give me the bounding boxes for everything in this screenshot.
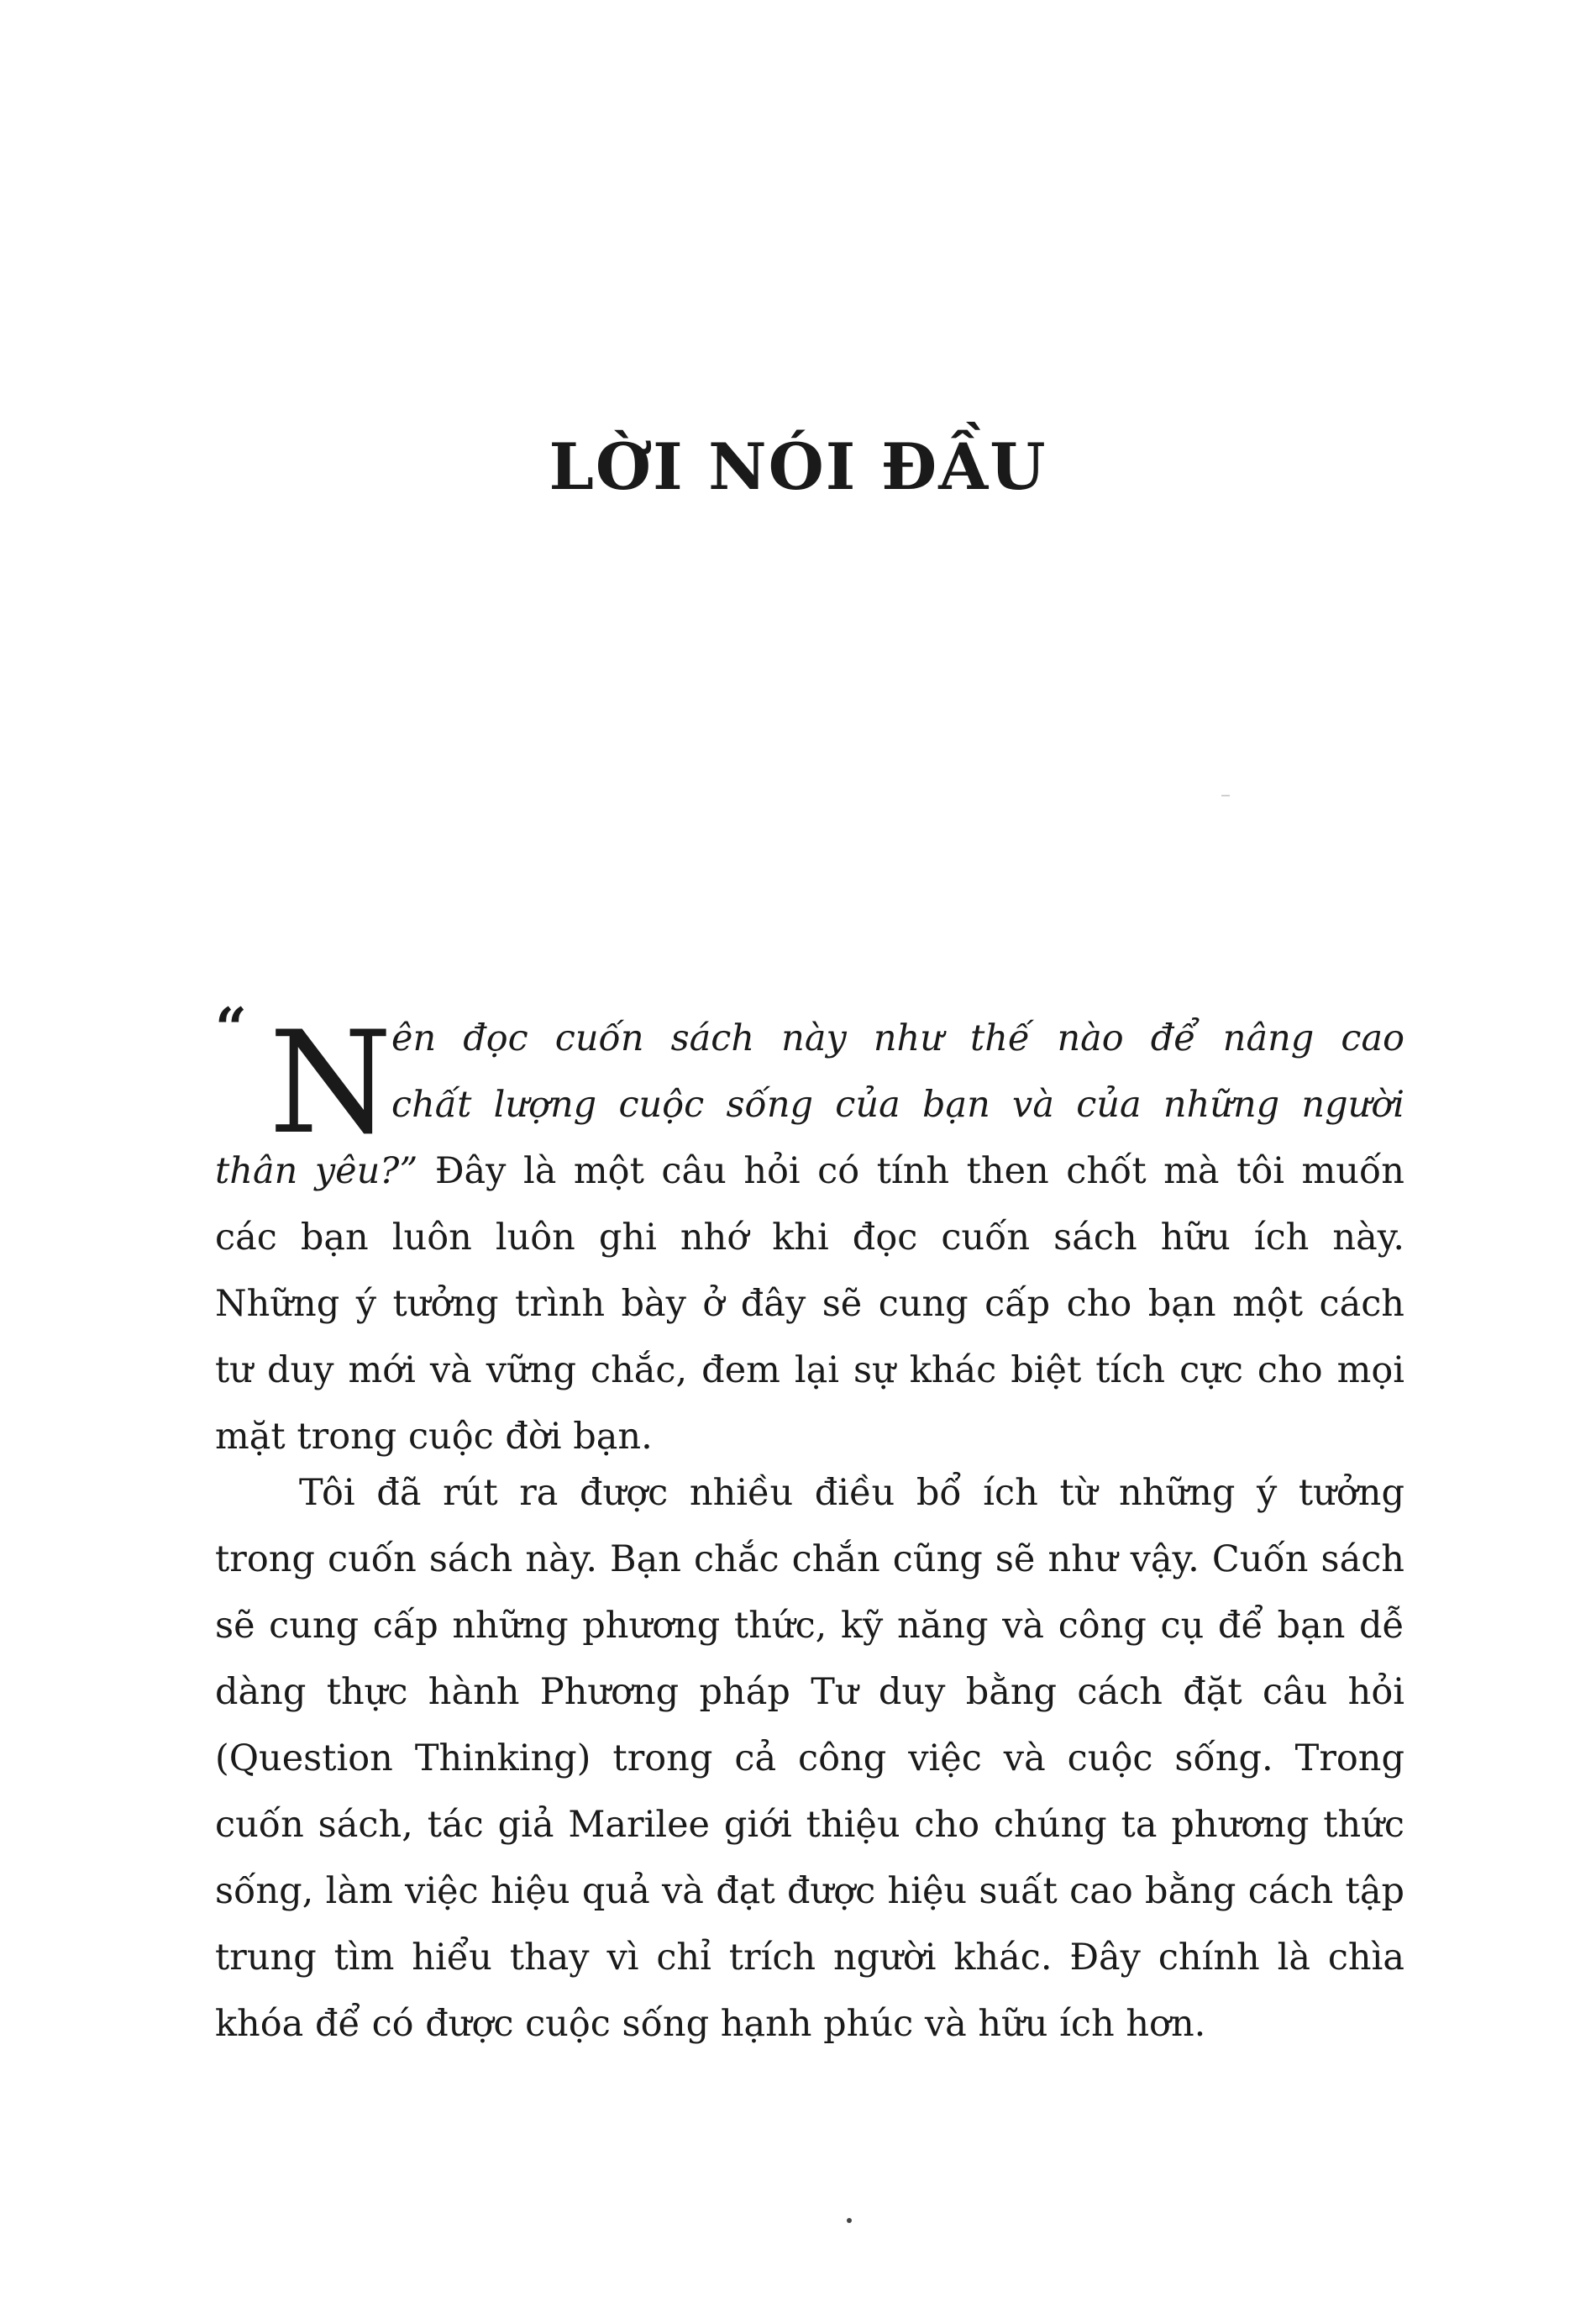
paragraph-2-line-2: trong cuốn sách này. Bạn chắc chắn cũng sẽ như vậy. Cuốn sách (215, 1538, 1404, 1580)
body-text: mặt trong cuộc đời bạn. (215, 1416, 653, 1458)
italic-text: ên đọc cuốn sách này như thế nào để nâng cao (391, 1017, 1404, 1059)
body-text: Những ý tưởng trình bày ở đây sẽ cung cấp cho bạn một cách (215, 1283, 1404, 1325)
body-text: Đây là một câu hỏi có tính then chốt mà tôi muốn (417, 1150, 1405, 1192)
scan-dot (847, 2218, 852, 2223)
body-text: tư duy mới và vững chắc, đem lại sự khác biệt tích cực cho mọi (215, 1349, 1404, 1391)
paragraph-2-line-6: cuốn sách, tác giả Marilee giới thiệu cho chúng ta phương thức (215, 1804, 1404, 1846)
italic-text: chất lượng cuộc sống của bạn và của những người (391, 1084, 1404, 1126)
paragraph-1-line-2 (215, 1072, 1404, 1138)
paragraph-1 (215, 996, 1405, 1470)
paragraph-2-line-3: sẽ cung cấp những phương thức, kỹ năng và công cụ để bạn dễ (215, 1605, 1404, 1647)
paragraph-2-line-5: (Question Thinking) trong cả công việc và cuộc sống. Trong (215, 1737, 1404, 1779)
page-title: LỜI NÓI ĐẦU (549, 429, 1047, 504)
italic-text: thân yêu?” (215, 1150, 418, 1192)
paragraph-1-line-3 (215, 1138, 1404, 1205)
paragraph-1-line-6 (215, 1338, 1404, 1404)
paragraph-1-line-1 (215, 1006, 1404, 1072)
paragraph-2-line-4: dàng thực hành Phương pháp Tư duy bằng cách đặt câu hỏi (215, 1671, 1404, 1713)
paragraph-1-line-5 (215, 1271, 1404, 1338)
opening-quote-mark: “ (215, 996, 247, 1061)
paragraph-2 (215, 1460, 1404, 2058)
paragraph-2-line-8: trung tìm hiểu thay vì chỉ trích người khác. Đây chính là chìa (215, 1937, 1404, 1979)
scan-speck (1221, 795, 1230, 796)
body-text: các bạn luôn luôn ghi nhớ khi đọc cuốn sách hữu ích này. (215, 1217, 1404, 1259)
paragraph-2-line-9: khóa để có được cuộc sống hạnh phúc và hữu ích hơn. (215, 2003, 1206, 2045)
paragraph-1-line-4 (215, 1205, 1404, 1271)
paragraph-2-line-7: sống, làm việc hiệu quả và đạt được hiệu suất cao bằng cách tập (215, 1870, 1404, 1912)
paragraph-2-line-1: Tôi đã rút ra được nhiều điều bổ ích từ những ý tưởng (299, 1472, 1404, 1514)
drop-cap-letter: N (269, 1001, 392, 1165)
